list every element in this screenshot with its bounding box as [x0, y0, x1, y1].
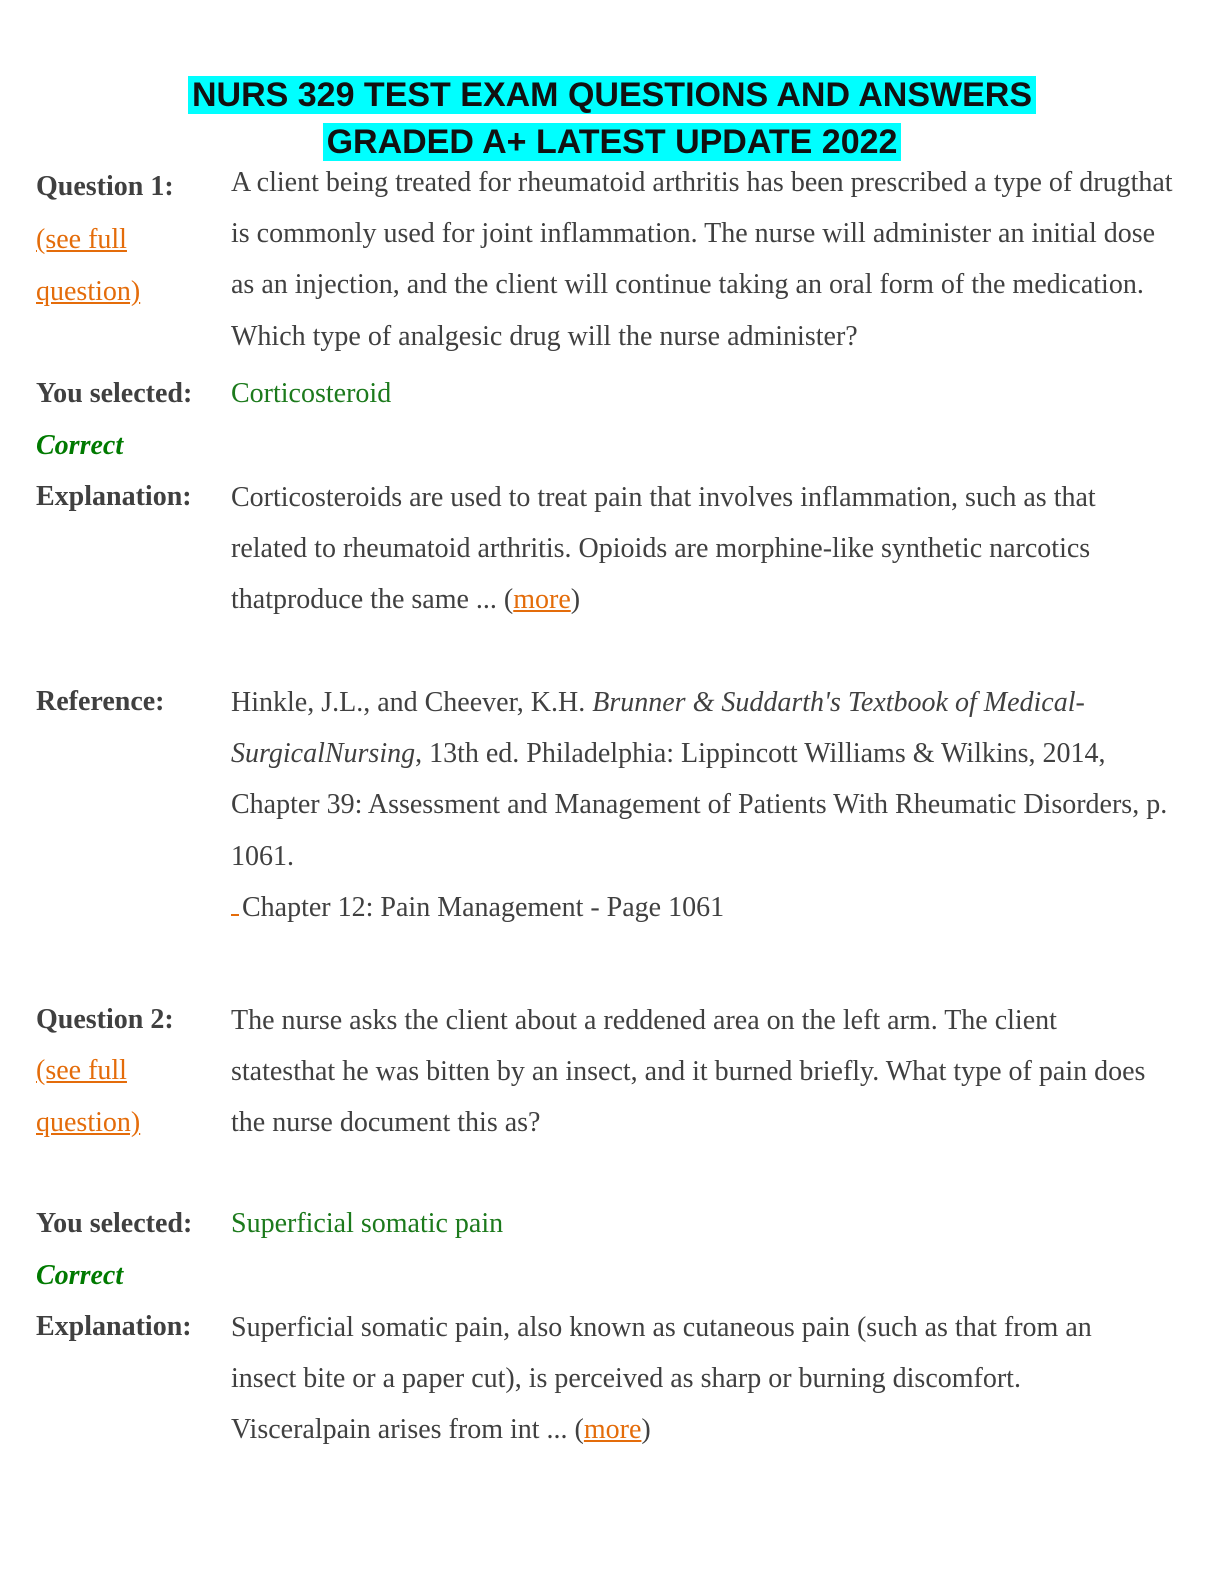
q1-reference-details: , 13th ed. Philadelphia: Lippincott Williams & Wilkins, 2014, Chapter 39: Assessment and Management of Patients With Rheumatic Disorders, p. 1061. — [231, 738, 1168, 872]
title-line-1: NURS 329 TEST EXAM QUESTIONS AND ANSWERS — [188, 76, 1036, 114]
q1-more-link[interactable]: more — [513, 584, 571, 616]
question-2-text: The nurse asks the client about a reddened area on the left arm. The client statesthat he was bitten by an insect, and it burned briefly. What type of pain does the nurse document this as? — [231, 1005, 1146, 1139]
q2-correct-status: Correct — [36, 1260, 124, 1291]
question-1-label: Question 1: — [36, 171, 174, 202]
q1-reference-book: Brunner & Suddarth's Textbook of Medical-SurgicalNursing — [231, 687, 1085, 770]
q1-see-full-link[interactable]: (see full — [36, 224, 127, 255]
q1-selected-answer: Corticosteroid — [231, 378, 392, 409]
q2-selected-answer: Superficial somatic pain — [231, 1208, 504, 1239]
q1-correct-status: Correct — [36, 430, 124, 461]
q2-see-full-link[interactable]: (see full — [36, 1055, 127, 1086]
q2-explanation-close: ) — [641, 1414, 651, 1446]
q2-explanation-text — [231, 1302, 1121, 1456]
q1-reference-chapter: Chapter 12: Pain Management - Page 1061 — [242, 891, 725, 923]
q1-reference-marker — [231, 896, 239, 916]
q1-explanation-body: Corticosteroids are used to treat pain that involves inflammation, such as that related to rheumatoid arthritis. Opioids are morphine-like synthetic narcotics thatproduce the same ... ( — [231, 482, 1096, 616]
q2-explanation-body: Superficial somatic pain, also known as cutaneous pain (such as that from an insect bite or a paper cut), is perceived as sharp or burning discomfort. Visceralpain arises from int ... ( — [231, 1312, 1092, 1446]
q2-explanation-label: Explanation: — [36, 1311, 192, 1342]
q1-explanation-text — [231, 472, 1111, 626]
q1-reference-text — [231, 677, 1181, 933]
question-2-label: Question 2: — [36, 1004, 174, 1035]
q1-reference-label: Reference: — [36, 686, 165, 717]
q1-reference-authors: Hinkle, J.L., and Cheever, K.H. — [231, 687, 593, 718]
q1-explanation-close: ) — [570, 584, 581, 616]
q1-question-link[interactable]: question) — [36, 276, 141, 307]
q2-more-link[interactable]: more — [583, 1414, 642, 1446]
q1-explanation-label: Explanation: — [36, 481, 192, 512]
q2-you-selected-label: You selected: — [36, 1208, 193, 1239]
q2-question-link[interactable]: question) — [36, 1107, 141, 1138]
document-title — [0, 72, 1224, 166]
question-1-text: A client being treated for rheumatoid arthritis has been prescribed a type of drugthat is commonly used for joint inflammation. The nurse will administer an initial dose as an injection, and the client will continue taking an oral form of the medication. Which type of analgesic drug will the nurse administer? — [231, 167, 1173, 352]
q1-you-selected-label: You selected: — [36, 378, 193, 409]
title-line-2: GRADED A+ LATEST UPDATE 2022 — [323, 123, 902, 161]
